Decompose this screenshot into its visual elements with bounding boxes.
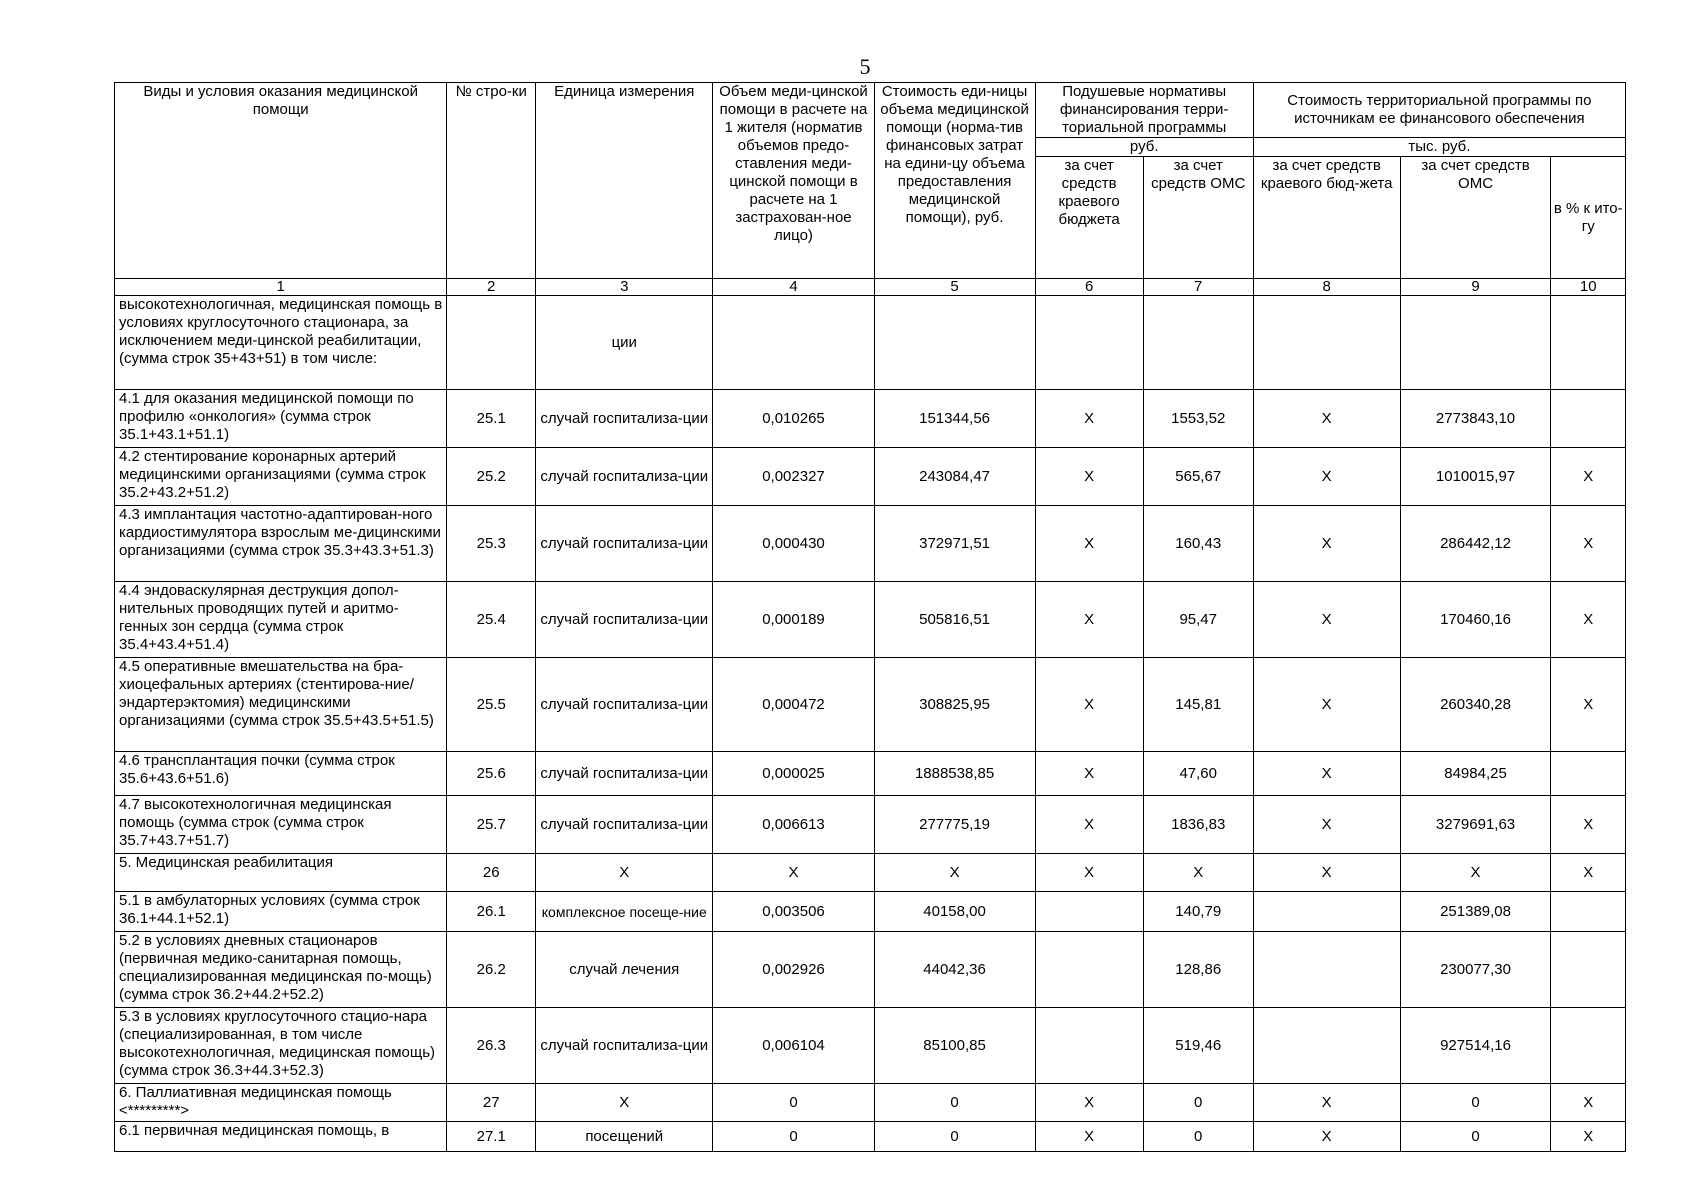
row-volume: 0 [713,1122,874,1152]
row-number: 25.2 [447,448,536,506]
header-per-capita-group: Подушевые нормативы финансирования терри-ториальной программы [1035,83,1253,138]
row-unit: случай госпитализа-ции [536,582,713,658]
row-pc-oms: X [1143,854,1253,892]
row-unit: случай лечения [536,932,713,1008]
row-pc-budget: X [1035,582,1143,658]
row-pc-oms: 0 [1143,1084,1253,1122]
row-percent [1551,892,1626,932]
row-percent: X [1551,506,1626,582]
row-unit: X [536,1084,713,1122]
row-unit: случай госпитализа-ции [536,390,713,448]
row-percent: X [1551,796,1626,854]
table-row [115,448,1626,506]
table-row [115,1084,1626,1122]
row-unit: случай госпитализа-ции [536,448,713,506]
row-total-budget: X [1253,796,1400,854]
column-number: 7 [1143,279,1253,296]
header-unit-cost: Стоимость еди-ницы объема медицинской помощи (норма-тив финансовых затрат на едини-цу объема предоставления медицинской помощи), руб. [874,83,1035,279]
row-pc-oms [1143,296,1253,390]
row-pc-budget: X [1035,658,1143,752]
row-total-oms: X [1400,854,1551,892]
row-total-budget: X [1253,752,1400,796]
row-percent [1551,752,1626,796]
row-pc-oms: 47,60 [1143,752,1253,796]
table-row [115,892,1626,932]
row-pc-budget [1035,892,1143,932]
row-total-oms: 170460,16 [1400,582,1551,658]
row-pc-oms: 140,79 [1143,892,1253,932]
row-percent [1551,390,1626,448]
header-pc-oms: за счет средств ОМС [1143,157,1253,279]
row-total-budget: X [1253,390,1400,448]
header-unit: Единица измерения [536,83,713,279]
table-row [115,582,1626,658]
row-number: 25.4 [447,582,536,658]
row-total-oms: 0 [1400,1122,1551,1152]
row-unit: комплексное посеще-ние [536,892,713,932]
row-unit: случай госпитализа-ции [536,658,713,752]
row-percent: X [1551,1122,1626,1152]
row-pc-oms: 565,67 [1143,448,1253,506]
row-percent [1551,296,1626,390]
row-total-budget: X [1253,1122,1400,1152]
column-number: 6 [1035,279,1143,296]
row-pc-oms: 1836,83 [1143,796,1253,854]
header-total-oms: за счет средств ОМС [1400,157,1551,279]
row-volume [713,296,874,390]
row-volume: 0,006613 [713,796,874,854]
row-unit: посещений [536,1122,713,1152]
table-row [115,1008,1626,1084]
row-unit-cost: 1888538,85 [874,752,1035,796]
row-number: 25.3 [447,506,536,582]
row-unit: ции [536,296,713,390]
row-name: высокотехнологичная, медицинская помощь в условиях круглосуточного стационара, за исключением меди-цинской реабилитации, (сумма строк 35+43+51) в том числе: [115,296,447,390]
row-volume: 0,000189 [713,582,874,658]
row-total-oms: 3279691,63 [1400,796,1551,854]
row-total-budget [1253,1008,1400,1084]
row-total-oms: 1010015,97 [1400,448,1551,506]
row-pc-budget: X [1035,796,1143,854]
row-number: 26.2 [447,932,536,1008]
row-pc-oms: 1553,52 [1143,390,1253,448]
row-total-oms [1400,296,1551,390]
row-total-oms: 927514,16 [1400,1008,1551,1084]
column-number: 3 [536,279,713,296]
row-pc-budget [1035,932,1143,1008]
row-total-oms: 260340,28 [1400,658,1551,752]
header-cost-unit: тыс. руб. [1253,138,1625,157]
row-pc-budget: X [1035,506,1143,582]
row-unit-cost: 505816,51 [874,582,1035,658]
row-unit-cost: 243084,47 [874,448,1035,506]
financing-table [114,82,1626,1152]
row-total-budget: X [1253,854,1400,892]
table-row [115,296,1626,390]
row-percent: X [1551,448,1626,506]
row-unit-cost: 372971,51 [874,506,1035,582]
row-name: 4.4 эндоваскулярная деструкция допол-нительных проводящих путей и аритмо-генных зон сердца (сумма строк 35.4+43.4+51.4) [115,582,447,658]
row-percent: X [1551,658,1626,752]
row-pc-oms: 128,86 [1143,932,1253,1008]
row-unit-cost: X [874,854,1035,892]
column-number: 10 [1551,279,1626,296]
row-volume: 0,010265 [713,390,874,448]
row-name: 5.2 в условиях дневных стационаров (первичная медико-санитарная помощь, специализированная медицинская по-мощь) (сумма строк 36.2+44.2+52.2) [115,932,447,1008]
row-number: 27.1 [447,1122,536,1152]
column-numbers-row [115,279,1626,296]
column-number: 8 [1253,279,1400,296]
row-number: 26.1 [447,892,536,932]
header-total-budget: за счет средств краевого бюд-жета [1253,157,1400,279]
row-name: 4.7 высокотехнологичная медицинская помощь (сумма строк (сумма строк 35.7+43.7+51.7) [115,796,447,854]
row-pc-budget: X [1035,1084,1143,1122]
row-pc-oms: 0 [1143,1122,1253,1152]
row-pc-oms: 145,81 [1143,658,1253,752]
row-number: 26.3 [447,1008,536,1084]
row-name: 4.3 имплантация частотно-адаптирован-ного кардиостимулятора взрослым ме-дицинскими организациями (сумма строк 35.3+43.3+51.3) [115,506,447,582]
row-number: 25.1 [447,390,536,448]
row-pc-budget: X [1035,1122,1143,1152]
table-row [115,1122,1626,1152]
row-pc-budget: X [1035,752,1143,796]
row-volume: 0,000430 [713,506,874,582]
row-percent: X [1551,854,1626,892]
header-row-number: № стро-ки [447,83,536,279]
row-number: 25.5 [447,658,536,752]
row-unit-cost: 85100,85 [874,1008,1035,1084]
row-volume: 0,003506 [713,892,874,932]
row-number: 27 [447,1084,536,1122]
row-number: 26 [447,854,536,892]
row-total-budget: X [1253,506,1400,582]
table-row [115,796,1626,854]
row-total-budget: X [1253,658,1400,752]
row-number [447,296,536,390]
header-per-capita-unit: руб. [1035,138,1253,157]
row-total-oms: 2773843,10 [1400,390,1551,448]
row-total-oms: 251389,08 [1400,892,1551,932]
table-row [115,752,1626,796]
row-percent [1551,1008,1626,1084]
row-pc-oms: 95,47 [1143,582,1253,658]
row-volume: 0,000025 [713,752,874,796]
row-percent: X [1551,582,1626,658]
row-name: 6.1 первичная медицинская помощь, в [115,1122,447,1152]
row-unit-cost [874,296,1035,390]
row-name: 5.3 в условиях круглосуточного стацио-нара (специализированная, в том числе высокотехнологичная, медицинская помощь) (сумма строк 36.3+44.3+52.3) [115,1008,447,1084]
header-pc-budget: за счет средств краевого бюджета [1035,157,1143,279]
row-unit-cost: 40158,00 [874,892,1035,932]
row-pc-budget [1035,296,1143,390]
header-care-types: Виды и условия оказания медицинской помощи [115,83,447,279]
row-total-budget: X [1253,582,1400,658]
header-volume: Объем меди-цинской помощи в расчете на 1 жителя (норматив объемов предо-ставления меди-цинской помощи в расчете на 1 застрахован-ное лицо) [713,83,874,279]
row-total-budget [1253,296,1400,390]
header-cost-group: Стоимость территориальной программы по источникам ее финансового обеспечения [1253,83,1625,138]
row-unit: случай госпитализа-ции [536,752,713,796]
table-row [115,658,1626,752]
row-total-budget [1253,932,1400,1008]
column-number: 5 [874,279,1035,296]
row-name: 4.2 стентирование коронарных артерий медицинскими организациями (сумма строк 35.2+43.2+51.2) [115,448,447,506]
row-total-oms: 230077,30 [1400,932,1551,1008]
row-unit: случай госпитализа-ции [536,796,713,854]
row-total-oms: 286442,12 [1400,506,1551,582]
row-unit: случай госпитализа-ции [536,506,713,582]
row-pc-oms: 519,46 [1143,1008,1253,1084]
row-pc-budget: X [1035,854,1143,892]
column-number: 2 [447,279,536,296]
column-number: 1 [115,279,447,296]
row-percent [1551,932,1626,1008]
row-name: 6. Паллиативная медицинская помощь <*********> [115,1084,447,1122]
row-name: 5.1 в амбулаторных условиях (сумма строк 36.1+44.1+52.1) [115,892,447,932]
table-row [115,932,1626,1008]
table-row [115,854,1626,892]
table-row [115,506,1626,582]
header-percent: в % к ито-гу [1551,157,1626,279]
row-name: 4.1 для оказания медицинской помощи по профилю «онкология» (сумма строк 35.1+43.1+51.1) [115,390,447,448]
row-total-oms: 84984,25 [1400,752,1551,796]
row-pc-budget: X [1035,390,1143,448]
row-pc-oms: 160,43 [1143,506,1253,582]
row-total-budget [1253,892,1400,932]
row-unit-cost: 151344,56 [874,390,1035,448]
page-number: 5 [859,54,871,79]
row-volume: 0,002926 [713,932,874,1008]
row-unit-cost: 308825,95 [874,658,1035,752]
row-total-budget: X [1253,1084,1400,1122]
row-volume: 0,006104 [713,1008,874,1084]
column-number: 4 [713,279,874,296]
row-name: 4.6 трансплантация почки (сумма строк 35.6+43.6+51.6) [115,752,447,796]
row-number: 25.6 [447,752,536,796]
row-volume: 0,000472 [713,658,874,752]
row-volume: 0 [713,1084,874,1122]
row-total-budget: X [1253,448,1400,506]
row-name: 5. Медицинская реабилитация [115,854,447,892]
row-unit-cost: 0 [874,1122,1035,1152]
row-pc-budget [1035,1008,1143,1084]
row-volume: 0,002327 [713,448,874,506]
row-unit-cost: 0 [874,1084,1035,1122]
row-unit-cost: 44042,36 [874,932,1035,1008]
row-number: 25.7 [447,796,536,854]
row-percent: X [1551,1084,1626,1122]
row-volume: X [713,854,874,892]
row-name: 4.5 оперативные вмешательства на бра-хиоцефальных артериях (стентирова-ние/эндартерэктомия) медицинскими организациями (сумма строк 35.5+43.5+51.5) [115,658,447,752]
row-unit-cost: 277775,19 [874,796,1035,854]
column-number: 9 [1400,279,1551,296]
row-pc-budget: X [1035,448,1143,506]
row-unit: X [536,854,713,892]
table-row [115,390,1626,448]
row-total-oms: 0 [1400,1084,1551,1122]
row-unit: случай госпитализа-ции [536,1008,713,1084]
